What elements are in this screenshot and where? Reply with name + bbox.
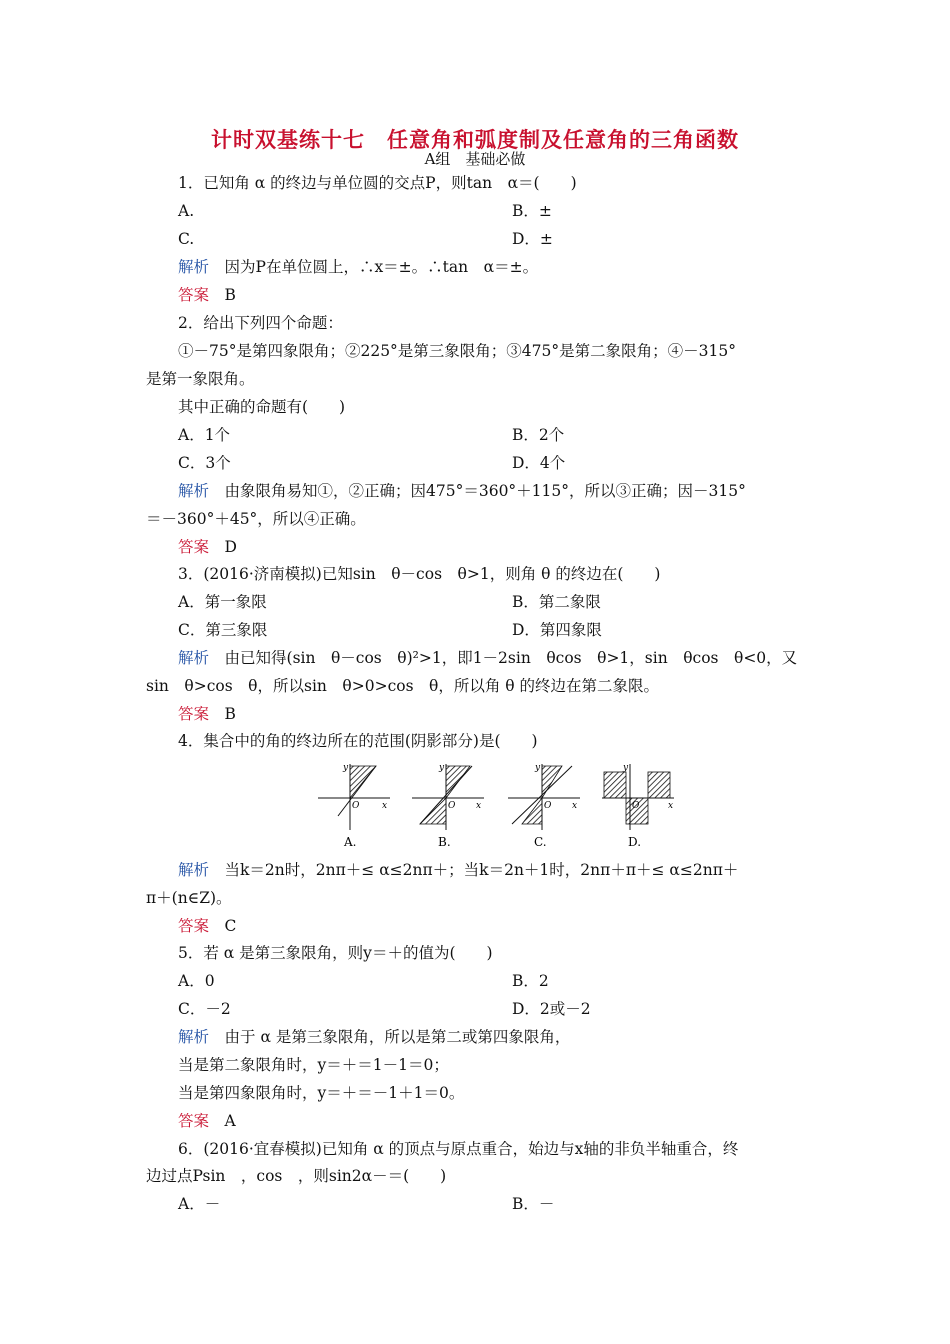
q5-option-b: B．2: [512, 972, 549, 990]
q2-statements: ①－75°是第四象限角；②225°是第三象限角；③475°是第二象限角；④－315°: [178, 342, 736, 360]
y-label: y: [439, 763, 445, 773]
group-heading: A组 基础必做: [424, 150, 526, 168]
figure-b: [412, 763, 484, 849]
analysis-text: 由已知得(sin θ－cos θ)²>1，即1－2sin θcos θ>1，sin θcos θ<0，又: [209, 649, 798, 667]
q1-option-d: D．±: [512, 230, 553, 248]
figure-label-b: B.: [438, 835, 451, 849]
q1-option-a: A.: [178, 202, 195, 220]
shaded-region-1: [604, 772, 626, 798]
analysis-label: 解析: [178, 649, 210, 667]
answer-label: 答案: [178, 917, 210, 935]
q3-option-c: C．第三象限: [178, 621, 268, 639]
q3-answer: [178, 704, 236, 724]
q2-question: 其中正确的命题有( ): [178, 398, 346, 416]
x-label: x: [668, 801, 674, 811]
answer-text: B: [209, 705, 236, 723]
origin-label: O: [632, 801, 640, 811]
q5-option-a: A．0: [178, 972, 215, 990]
analysis-label: 解析: [178, 258, 210, 276]
answer-text: B: [209, 286, 236, 304]
q2-answer: [178, 537, 237, 557]
q5-option-c: C．－2: [178, 1000, 231, 1018]
q2-option-c: C．3个: [178, 454, 231, 472]
q2-stem: 2．给出下列四个命题：: [178, 314, 343, 332]
q5-analysis-case1: 当是第二象限角时，y＝＋＝1－1＝0；: [178, 1056, 449, 1074]
q2-analysis: [178, 481, 746, 501]
q6-option-b: B．－: [512, 1195, 555, 1213]
shaded-region-upper: [542, 766, 562, 798]
answer-label: 答案: [178, 1112, 210, 1130]
analysis-text: 由于 α 是第三象限角，所以是第二或第四象限角，: [209, 1028, 571, 1046]
q4-stem: 4．集合中的角的终边所在的范围(阴影部分)是( ): [178, 732, 538, 750]
answer-text: D: [209, 538, 237, 556]
q4-answer: [178, 916, 236, 936]
q2-analysis-cont: ＝－360°＋45°，所以④正确。: [146, 510, 366, 528]
analysis-text: 因为P在单位圆上，∴x＝±。∴tan α＝±。: [209, 258, 539, 276]
q5-analysis: [178, 1027, 570, 1047]
analysis-label: 解析: [178, 861, 210, 879]
q5-analysis-case2: 当是第四象限角时，y＝＋＝－1＋1＝0。: [178, 1084, 465, 1102]
analysis-label: 解析: [178, 1028, 210, 1046]
answer-label: 答案: [178, 286, 210, 304]
page-title: 计时双基练十七 任意角和弧度制及任意角的三角函数: [211, 128, 739, 152]
q4-analysis-cont: π＋(n∈Z)。: [146, 889, 232, 907]
figure-label-a: A.: [344, 835, 357, 849]
q6-stem: 6．(2016·宜春模拟)已知角 α 的顶点与原点重合，始边与x轴的非负半轴重合，终: [178, 1140, 739, 1158]
q4-analysis: [178, 860, 738, 880]
q1-stem: 1．已知角 α 的终边与单位圆的交点P，则tan α＝( ): [178, 174, 577, 192]
q3-analysis: [178, 648, 797, 668]
q5-option-d: D．2或－2: [512, 1000, 591, 1018]
figure-label-c: C.: [534, 835, 547, 849]
answer-label: 答案: [178, 705, 210, 723]
q3-option-a: A．第一象限: [178, 593, 267, 611]
q2-option-a: A．1个: [178, 426, 231, 444]
answer-label: 答案: [178, 538, 210, 556]
x-label: x: [382, 801, 388, 811]
x-label: x: [572, 801, 578, 811]
q1-answer: [178, 285, 236, 305]
analysis-label: 解析: [178, 482, 210, 500]
q2-option-b: B．2个: [512, 426, 565, 444]
q4-figures: [310, 758, 680, 854]
q1-analysis: [178, 257, 538, 277]
q3-option-b: B．第二象限: [512, 593, 601, 611]
figure-d: [602, 763, 674, 849]
figure-c: [508, 763, 580, 849]
y-label: y: [343, 763, 349, 773]
q3-stem: 3．(2016·济南模拟)已知sin θ－cos θ>1，则角 θ 的终边在( ): [178, 565, 661, 583]
q3-option-d: D．第四象限: [512, 621, 602, 639]
analysis-text: 由象限角易知①，②正确；因475°＝360°＋115°，所以③正确；因－315°: [209, 482, 746, 500]
figure-a: [318, 763, 390, 849]
answer-text: C: [209, 917, 237, 935]
origin-label: O: [352, 801, 360, 811]
q2-statements-cont: 是第一象限角。: [146, 370, 255, 388]
q6-stem-cont: 边过点Psin ，cos ，则sin2α－＝( ): [146, 1167, 447, 1185]
q5-answer: [178, 1111, 236, 1131]
shaded-region-3: [648, 772, 670, 798]
y-label: y: [623, 763, 629, 773]
q5-stem: 5．若 α 是第三象限角，则y＝＋的值为( ): [178, 944, 493, 962]
origin-label: O: [448, 801, 456, 811]
figure-label-d: D.: [628, 835, 642, 849]
q6-option-a: A．－: [178, 1195, 221, 1213]
answer-text: A: [209, 1112, 236, 1130]
q1-option-b: B．±: [512, 202, 552, 220]
analysis-text: 当k＝2n时，2nπ＋≤ α≤2nπ＋；当k＝2n＋1时，2nπ＋π＋≤ α≤2nπ＋: [209, 861, 739, 879]
q2-option-d: D．4个: [512, 454, 566, 472]
y-label: y: [535, 763, 541, 773]
q1-option-c: C.: [178, 230, 195, 248]
q3-analysis-cont: sin θ>cos θ，所以sin θ>0>cos θ，所以角 θ 的终边在第二象限。: [146, 677, 660, 695]
origin-label: O: [544, 801, 552, 811]
x-label: x: [476, 801, 482, 811]
